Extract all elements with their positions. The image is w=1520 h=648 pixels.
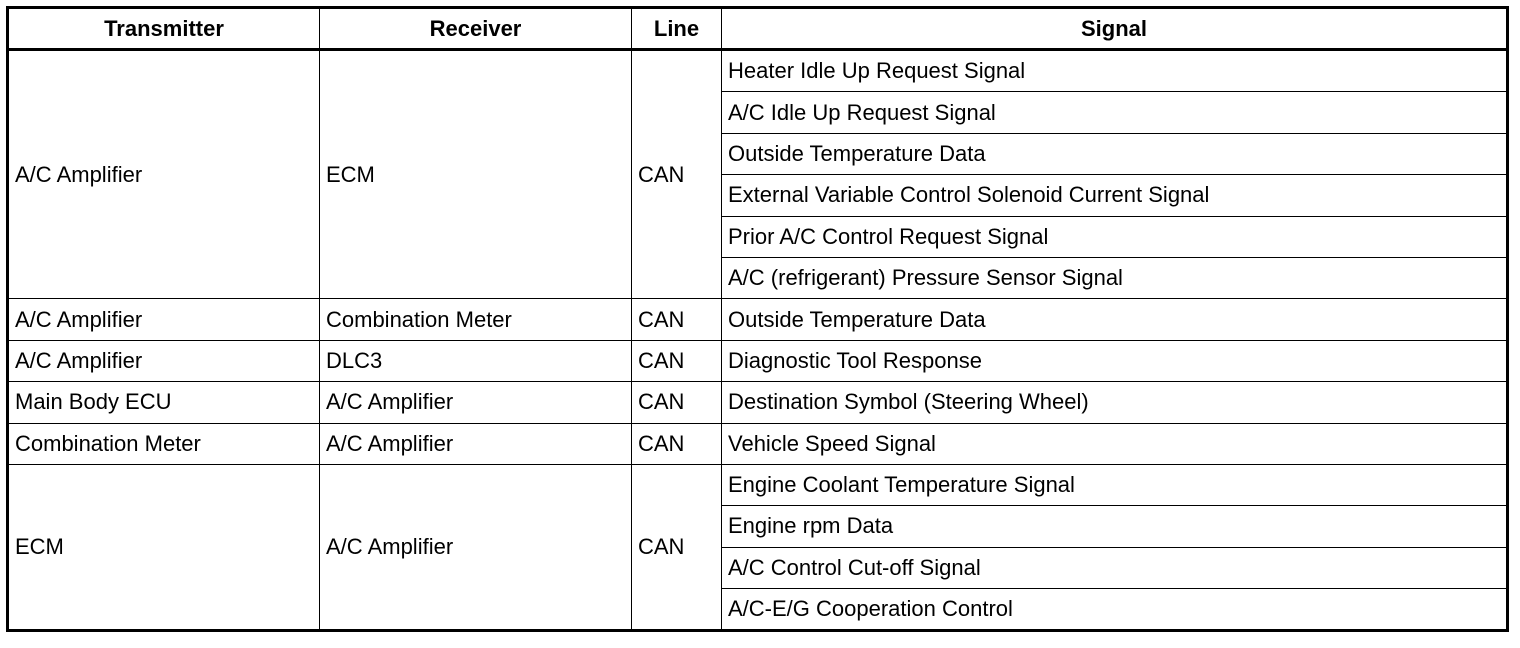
header-row <box>8 8 1508 50</box>
transmitter-cell: ECM <box>8 464 320 631</box>
table-row <box>8 50 1508 92</box>
table-body <box>8 50 1508 631</box>
signal-cell: Outside Temperature Data <box>722 299 1508 340</box>
table-row <box>8 299 1508 340</box>
receiver-cell: A/C Amplifier <box>320 423 632 464</box>
receiver-cell: Combination Meter <box>320 299 632 340</box>
signal-cell: Vehicle Speed Signal <box>722 423 1508 464</box>
line-cell: CAN <box>632 423 722 464</box>
signal-cell: A/C (refrigerant) Pressure Sensor Signal <box>722 257 1508 298</box>
signal-cell: A/C Idle Up Request Signal <box>722 92 1508 133</box>
can-signal-table <box>6 6 1509 632</box>
transmitter-cell: A/C Amplifier <box>8 340 320 381</box>
transmitter-cell: A/C Amplifier <box>8 299 320 340</box>
table-header <box>8 8 1508 50</box>
signal-cell: Engine rpm Data <box>722 506 1508 547</box>
header-line: Line <box>632 8 722 50</box>
line-cell: CAN <box>632 382 722 423</box>
receiver-cell: A/C Amplifier <box>320 382 632 423</box>
signal-cell: Destination Symbol (Steering Wheel) <box>722 382 1508 423</box>
signal-cell: External Variable Control Solenoid Current Signal <box>722 175 1508 216</box>
signal-cell: Prior A/C Control Request Signal <box>722 216 1508 257</box>
receiver-cell: A/C Amplifier <box>320 464 632 631</box>
signal-cell: Diagnostic Tool Response <box>722 340 1508 381</box>
table-row <box>8 423 1508 464</box>
signal-cell: A/C Control Cut-off Signal <box>722 547 1508 588</box>
header-receiver: Receiver <box>320 8 632 50</box>
receiver-cell: DLC3 <box>320 340 632 381</box>
transmitter-cell: Combination Meter <box>8 423 320 464</box>
signal-cell: Outside Temperature Data <box>722 133 1508 174</box>
line-cell: CAN <box>632 299 722 340</box>
signal-cell: Heater Idle Up Request Signal <box>722 50 1508 92</box>
line-cell: CAN <box>632 464 722 631</box>
signal-cell: A/C-E/G Cooperation Control <box>722 589 1508 631</box>
line-cell: CAN <box>632 340 722 381</box>
receiver-cell: ECM <box>320 50 632 299</box>
header-transmitter: Transmitter <box>8 8 320 50</box>
table-row <box>8 382 1508 423</box>
table-row <box>8 340 1508 381</box>
header-signal: Signal <box>722 8 1508 50</box>
signal-cell: Engine Coolant Temperature Signal <box>722 464 1508 505</box>
line-cell: CAN <box>632 50 722 299</box>
table-row <box>8 464 1508 505</box>
transmitter-cell: Main Body ECU <box>8 382 320 423</box>
transmitter-cell: A/C Amplifier <box>8 50 320 299</box>
